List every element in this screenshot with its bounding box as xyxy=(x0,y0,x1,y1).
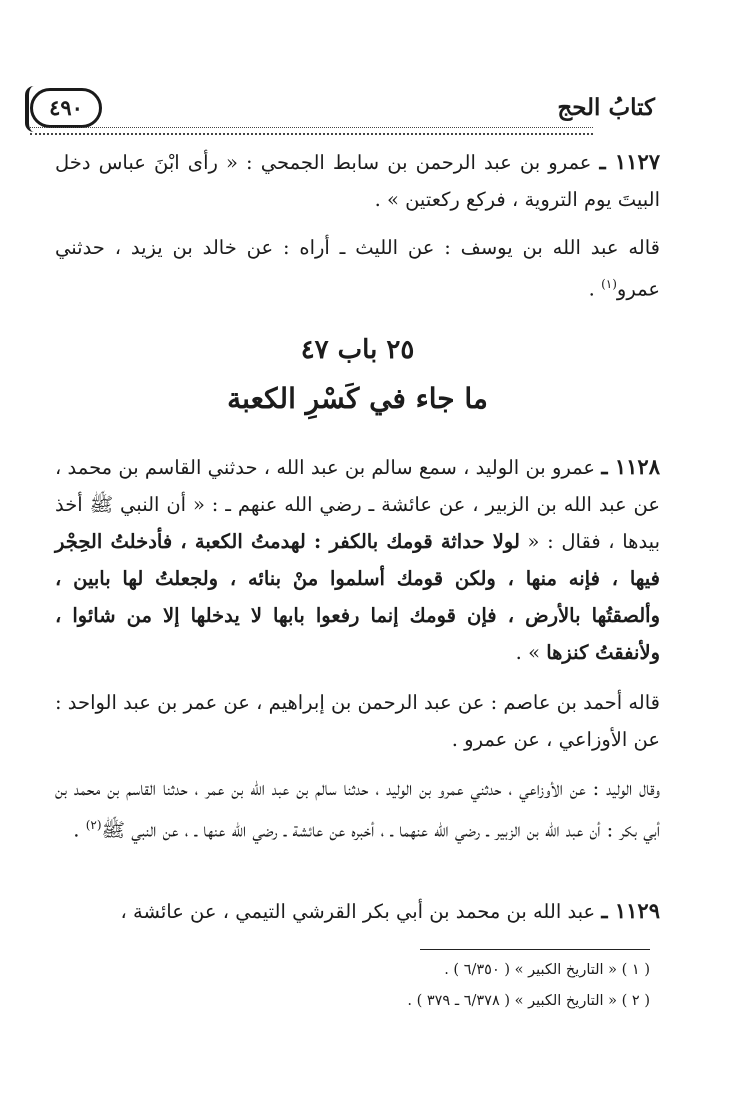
entry-closing: » . xyxy=(515,641,547,664)
entry-text: عمرو بن عبد الرحمن بن سابط الجمحي : « رأى ابْنَ عباس دخل البيتَ يوم التروية ، فركع ركعتين » . xyxy=(55,151,660,211)
entry-intro: عمرو بن الوليد ، سمع سالم بن عبد الله ، حدثني القاسم بن محمد ، عن عبد الله بن الزبير ، عن عائشة ـ رضي الله عنهم ـ : « أن النبي ﷺ أخذ بيدها ، فقال : « xyxy=(55,456,660,553)
entry-1129 xyxy=(55,892,660,930)
entry-1128 xyxy=(55,448,660,671)
chapter-title: ما جاء في كَسْرِ الكعبة xyxy=(227,382,488,415)
footnote-1: ( ١ ) « التاريخ الكبير » ( ٦/٣٥٠ ) . xyxy=(444,962,650,978)
footnote-2: ( ٢ ) « التاريخ الكبير » ( ٦/٣٧٨ ـ ٣٧٩ ) . xyxy=(407,993,650,1009)
header-rule xyxy=(30,127,593,135)
narration-note: قاله عبد الله بن يوسف : عن الليث ـ أراه : عن خالد بن يزيد ، حدثني عمرو xyxy=(55,236,660,301)
entry-1128-note-1 xyxy=(55,684,660,758)
hadith-text: لولا حداثة قومك بالكفر : لهدمتُ الكعبة ، فأدخلتُ الحِجْر فيها ، فإنه منها ، ولكن قومك أسلموا منْ بنائه ، ولجعلتُ لها بابين ، وألصقتُها بالأرض ، فإن قومك إنما رفعوا بابها لا يدخلها إلا من شائوا ، ولأنفقتُ كنزها xyxy=(55,530,660,664)
entry-text: عبد الله بن محمد بن أبي بكر القرشي التيمي ، عن عائشة ، xyxy=(120,900,596,923)
footnote-rule xyxy=(420,949,650,950)
entry-number: ١١٢٩ ـ xyxy=(601,898,660,923)
entry-1127 xyxy=(55,143,660,218)
note-end: . xyxy=(73,818,86,842)
footnote-ref: (١) xyxy=(601,277,617,291)
entry-number: ١١٢٨ ـ xyxy=(601,454,660,479)
entry-1128-note-2 xyxy=(55,770,660,849)
chapter-number: ٢٥ باب ٤٧ xyxy=(300,335,415,365)
note-end: . xyxy=(588,277,602,301)
narration-note: وقال الوليد : عن الأوزاعي ، حدثني عمرو بن الوليد ، حدثنا سالم بن عبد الله بن عمر ، حدثنا القاسم بن محمد بن أبي بكر : أن عبد الله بن الزبير ـ رضي الله عنهما ـ ، أخبره عن عائشة ـ رضي الله عنها ـ ، عن النبي ﷺ xyxy=(55,777,660,842)
footnote-ref: (٢) xyxy=(85,818,102,832)
page-number: ٤٩٠ xyxy=(30,88,102,128)
entry-number: ١١٢٧ ـ xyxy=(599,149,661,174)
narration-note: قاله أحمد بن عاصم : عن عبد الرحمن بن إبراهيم ، عن عمر بن عبد الواحد : عن الأوزاعي ، عن عمرو . xyxy=(55,691,660,751)
chapter-heading: كتابُ الحج xyxy=(557,94,655,121)
entry-1127-note xyxy=(55,229,660,308)
